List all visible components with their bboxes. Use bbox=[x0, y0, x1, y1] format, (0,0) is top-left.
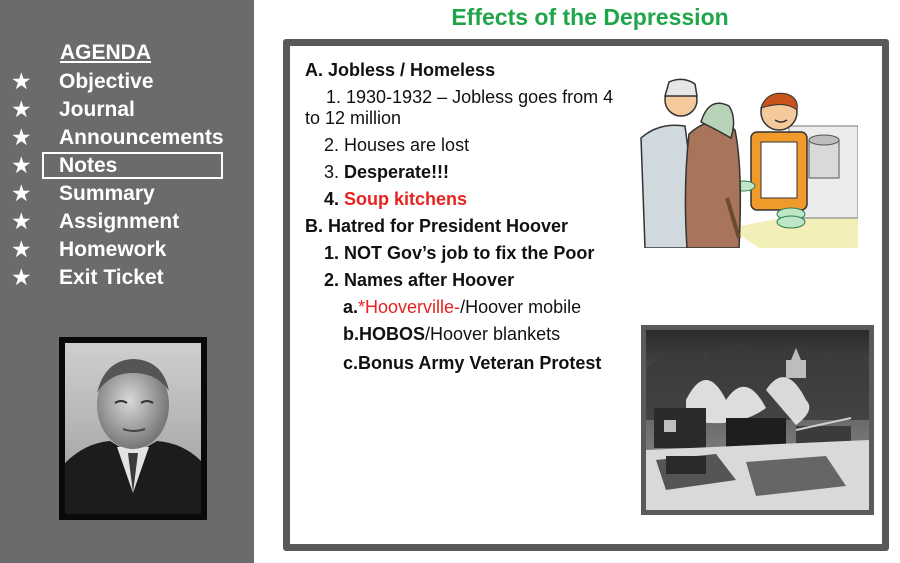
agenda-title: AGENDA bbox=[60, 41, 152, 64]
agenda-item-label: Notes bbox=[59, 154, 118, 177]
note-b2b-rest: /Hoover blankets bbox=[425, 324, 561, 344]
star-icon: ★ bbox=[11, 237, 32, 263]
note-b2c: c.Bonus Army Veteran Protest bbox=[343, 353, 602, 373]
note-a3-number: 3. bbox=[324, 162, 345, 182]
note-b2a bbox=[343, 296, 581, 318]
agenda-item-label: Homework bbox=[59, 238, 167, 261]
agenda-item-label: Announcements bbox=[59, 126, 224, 149]
star-icon: ★ bbox=[11, 69, 32, 95]
star-icon: ★ bbox=[11, 265, 32, 291]
star-icon: ★ bbox=[11, 97, 32, 123]
slide-title: Effects of the Depression bbox=[451, 4, 729, 30]
note-a2: 2. Houses are lost bbox=[324, 135, 470, 155]
agenda-item-exit-ticket[interactable] bbox=[0, 264, 254, 292]
hoover-portrait bbox=[59, 337, 207, 520]
burning-shacks-image bbox=[646, 330, 869, 510]
note-b2a-prefix: a. bbox=[343, 297, 359, 317]
bonus-army-photo bbox=[641, 325, 874, 515]
agenda-item-label: Journal bbox=[59, 98, 135, 121]
agenda-sidebar bbox=[0, 0, 254, 563]
note-b2b bbox=[343, 323, 560, 345]
note-a4-text: Soup kitchens bbox=[344, 189, 468, 209]
section-a-heading: A. Jobless / Homeless bbox=[305, 60, 496, 80]
note-b2: 2. Names after Hoover bbox=[324, 270, 515, 290]
star-icon: ★ bbox=[11, 209, 32, 235]
note-b2b-hobos: HOBOS bbox=[359, 324, 426, 344]
portrait-image bbox=[65, 343, 201, 514]
note-a3 bbox=[324, 161, 449, 183]
star-icon: ★ bbox=[11, 153, 32, 179]
agenda-item-label: Objective bbox=[59, 70, 154, 93]
agenda-item-homework[interactable] bbox=[0, 236, 254, 264]
section-b-heading: B. Hatred for President Hoover bbox=[305, 216, 569, 236]
note-b2a-rest: /Hoover mobile bbox=[460, 297, 582, 317]
star-icon: ★ bbox=[11, 125, 32, 151]
note-a1-line1: 1. 1930-1932 – Jobless goes from 4 bbox=[326, 87, 614, 107]
star-icon: ★ bbox=[11, 181, 32, 207]
agenda-item-assignment[interactable] bbox=[0, 208, 254, 236]
agenda-item-label: Exit Ticket bbox=[59, 266, 164, 289]
agenda-item-objective[interactable] bbox=[0, 68, 254, 96]
note-a1-line2: to 12 million bbox=[305, 108, 402, 128]
note-b1: 1. NOT Gov’s job to fix the Poor bbox=[324, 243, 595, 263]
note-a4 bbox=[324, 188, 467, 210]
agenda-item-label: Assignment bbox=[59, 210, 180, 233]
soup-kitchen-illustration bbox=[639, 78, 858, 248]
note-b2b-prefix: b. bbox=[343, 324, 359, 344]
agenda-item-notes[interactable] bbox=[0, 152, 254, 180]
agenda-item-announcements[interactable] bbox=[0, 124, 254, 152]
agenda-item-summary[interactable] bbox=[0, 180, 254, 208]
note-b2a-hooverville: *Hooverville- bbox=[358, 297, 461, 317]
agenda-item-label: Summary bbox=[59, 182, 155, 205]
note-a3-text: Desperate!!! bbox=[344, 162, 450, 182]
note-a4-number: 4. bbox=[324, 189, 345, 209]
agenda-item-journal[interactable] bbox=[0, 96, 254, 124]
agenda-list bbox=[0, 68, 254, 292]
